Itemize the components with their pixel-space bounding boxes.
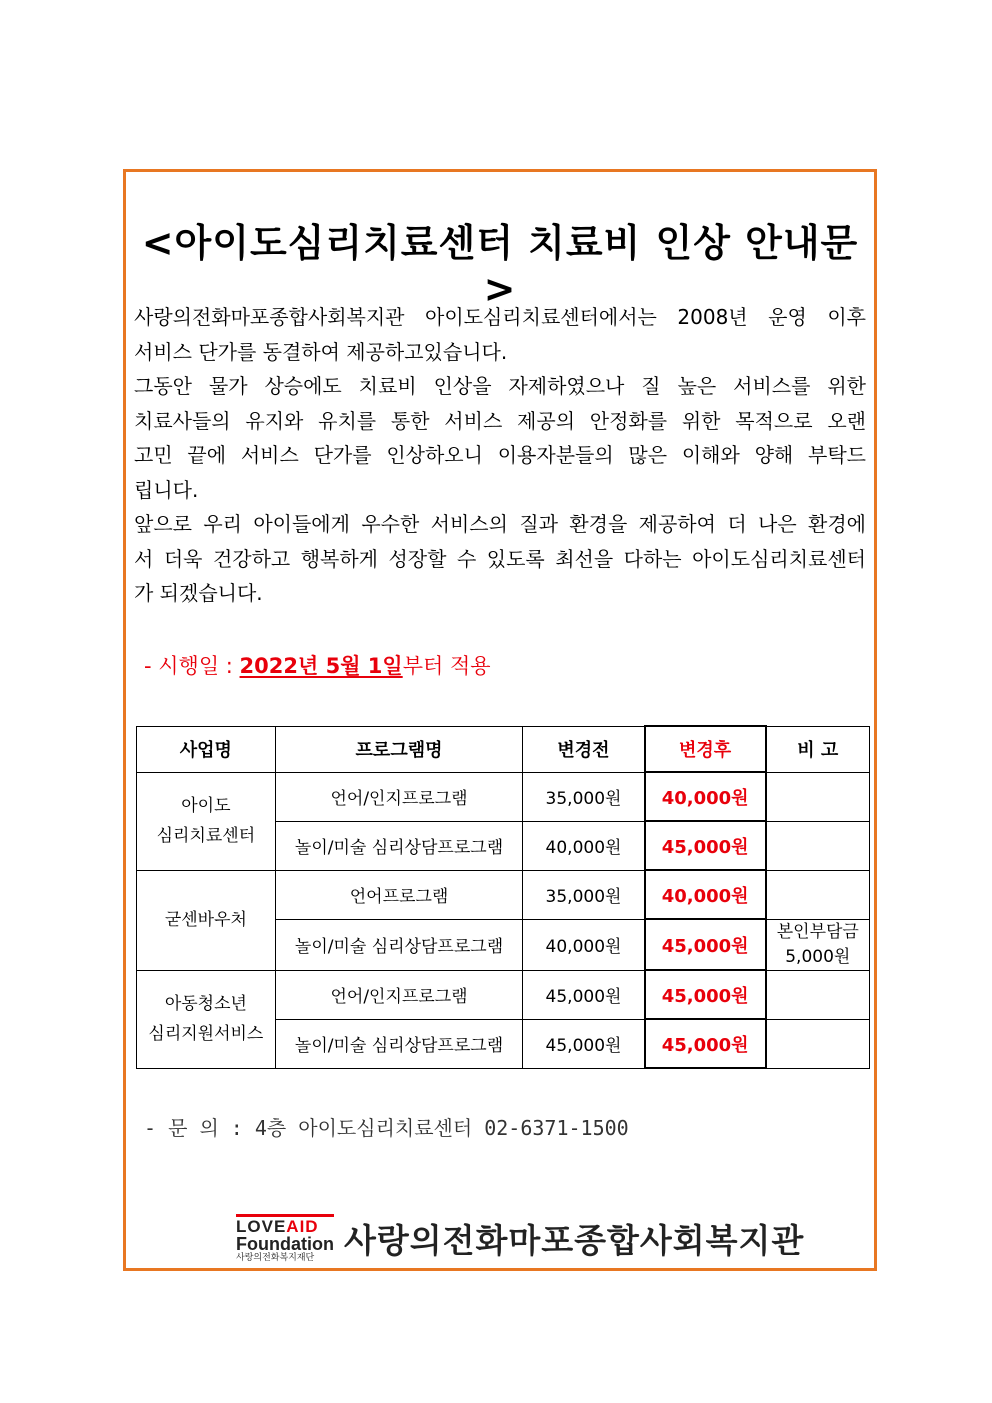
- header-program: 프로그램명: [275, 726, 523, 772]
- business-name: 아이도: [181, 796, 231, 816]
- after-price-cell: 45,000원: [645, 970, 766, 1019]
- table-row: [137, 970, 870, 1019]
- body-line: 고민 끝에 서비스 단가를 인상하오니 이용자분들의 많은 이해와 양해 부탁드: [134, 443, 866, 467]
- business-name-cell: [137, 970, 276, 1068]
- program-cell: 언어/인지프로그램: [275, 772, 523, 821]
- table-row: [137, 772, 870, 821]
- loveaid-logo: [236, 1214, 334, 1263]
- body-line: 그동안 물가 상승에도 치료비 인상을 자제하였으나 질 높은 서비스를 위한: [134, 374, 866, 398]
- organization-name: 사랑의전화마포종합사회복지관: [343, 1220, 805, 1260]
- notice-body: [134, 300, 866, 611]
- program-cell: 언어프로그램: [275, 870, 523, 919]
- table-header-row: [137, 726, 870, 772]
- notice-frame: [123, 169, 877, 1271]
- price-table: [136, 725, 870, 1069]
- program-cell: 놀이/미술 심리상담프로그램: [275, 919, 523, 970]
- logo-wordmark: LOVEAID: [236, 1214, 334, 1235]
- header-before: 변경전: [523, 726, 645, 772]
- business-name-cell: [137, 870, 276, 970]
- footer: [236, 1212, 804, 1264]
- note-cell: [766, 970, 870, 1019]
- note-cell: [766, 919, 870, 970]
- after-price-cell: 45,000원: [645, 1019, 766, 1068]
- logo-subtitle: 사랑의전화복지재단: [236, 1252, 315, 1263]
- body-line: 사랑의전화마포종합사회복지관 아이도심리치료센터에서는 2008년 운영 이후: [134, 305, 866, 329]
- business-name: 심리지원서비스: [148, 1024, 264, 1044]
- effective-suffix: 부터 적용: [402, 654, 491, 678]
- body-line: 가 되겠습니다.: [134, 581, 263, 605]
- program-cell: 언어/인지프로그램: [275, 970, 523, 1019]
- effective-prefix: - 시행일 :: [144, 654, 240, 678]
- after-price-cell: 45,000원: [645, 919, 766, 970]
- body-line: 서비스 단가를 동결하여 제공하고있습니다.: [134, 339, 508, 364]
- note-cell: [766, 821, 870, 870]
- business-name: 굳센바우처: [164, 910, 247, 930]
- effective-date-line: [144, 650, 491, 680]
- note-cell: [766, 1019, 870, 1068]
- note-text: 5,000원: [785, 946, 851, 967]
- before-price-cell: 35,000원: [523, 772, 645, 821]
- table-row: [137, 870, 870, 919]
- business-name: 심리치료센터: [156, 826, 256, 846]
- before-price-cell: 40,000원: [523, 919, 645, 970]
- header-note: 비 고: [766, 726, 870, 772]
- business-name-cell: [137, 772, 276, 870]
- body-line: 서 더욱 건강하고 행복하게 성장할 수 있도록 최선을 다하는 아이도심리치료센터: [134, 546, 866, 571]
- before-price-cell: 35,000원: [523, 870, 645, 919]
- after-price-cell: 40,000원: [645, 870, 766, 919]
- effective-date: 2022년 5월 1일: [239, 654, 403, 678]
- header-after: 변경후: [645, 726, 766, 772]
- note-cell: [766, 870, 870, 919]
- body-line: 립니다.: [134, 477, 199, 502]
- inquiry-line: - 문 의 : 4층 아이도심리치료센터 02-6371-1500: [144, 1116, 629, 1140]
- business-name: 아동청소년: [164, 994, 247, 1014]
- before-price-cell: 45,000원: [523, 1019, 645, 1068]
- header-business: 사업명: [137, 726, 276, 772]
- program-cell: 놀이/미술 심리상담프로그램: [275, 1019, 523, 1068]
- logo-foundation: Foundation: [236, 1233, 334, 1254]
- before-price-cell: 40,000원: [523, 821, 645, 870]
- after-price-cell: 40,000원: [645, 772, 766, 821]
- notice-title: <아이도심리치료센터 치료비 인상 안내문>: [141, 221, 859, 311]
- note-cell: [766, 772, 870, 821]
- note-text: 본인부담금: [776, 921, 859, 942]
- after-price-cell: 45,000원: [645, 821, 766, 870]
- before-price-cell: 45,000원: [523, 970, 645, 1019]
- program-cell: 놀이/미술 심리상담프로그램: [275, 821, 523, 870]
- body-line: 앞으로 우리 아이들에게 우수한 서비스의 질과 환경을 제공하여 더 나은 환경에: [134, 512, 866, 536]
- body-line: 치료사들의 유지와 유치를 통한 서비스 제공의 안정화를 위한 목적으로 오랜: [134, 408, 866, 433]
